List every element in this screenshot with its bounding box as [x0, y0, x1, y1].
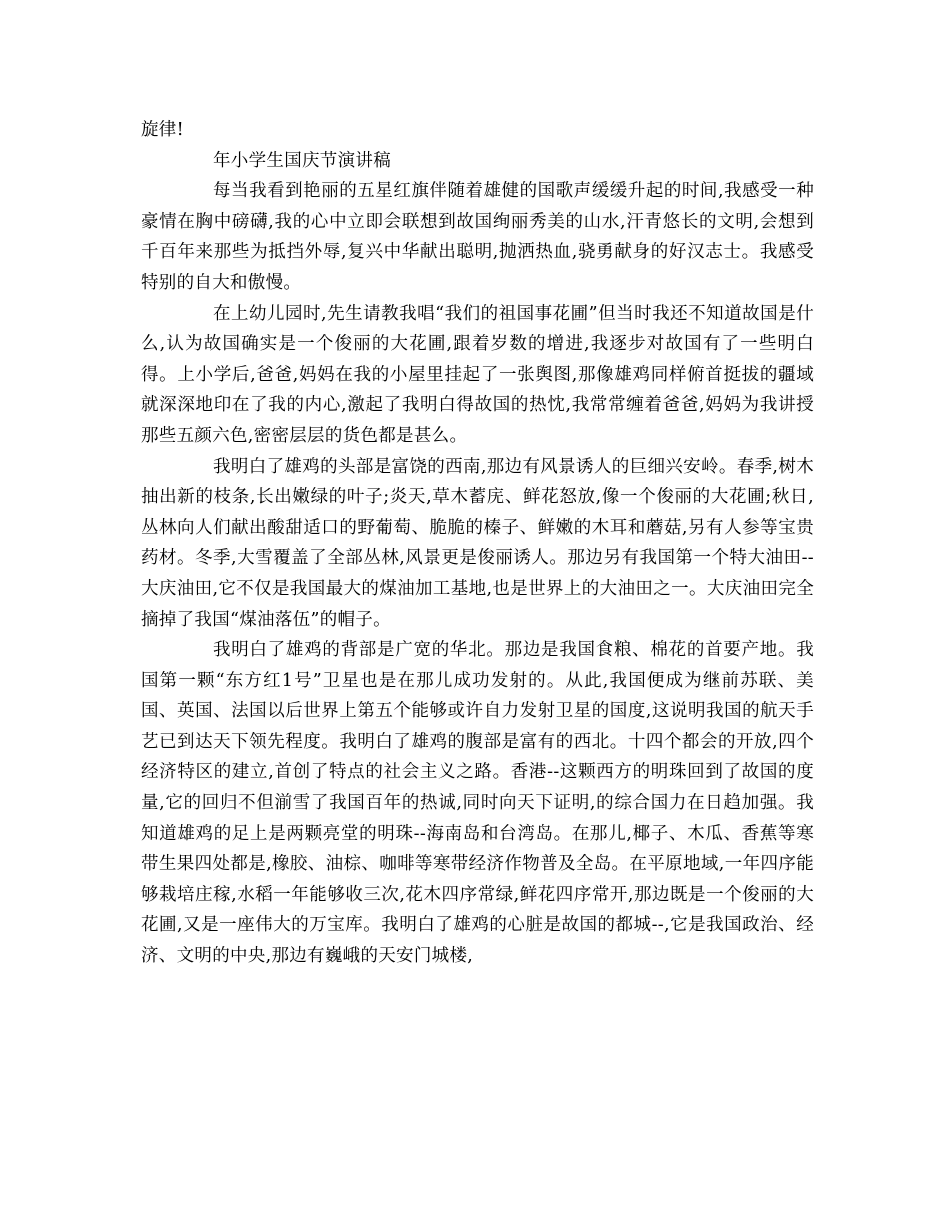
paragraph-2: 在上幼儿园时,先生请教我唱“我们的祖国事花圃”但当时我还不知道故国是什么,认为故国确实是一个俊丽的大花圃,跟着岁数的增进,我逐步对故国有了一些明白得。上小学后,爸爸,妈妈在我的小屋里挂起了一张舆图,那像雄鸡同样俯首挺拔的疆域就深深地印在了我的内心,激起了我明白得故国的热忱,我常常缠着爸爸,妈妈为我讲授那些五颜六色,密密层层的货色都是甚么。 — [141, 303, 814, 446]
document-body — [141, 115, 814, 972]
paragraph-4: 我明白了雄鸡的背部是广宽的华北。那边是我国食粮、棉花的首要产地。我国第一颗“东方红1号”卫星也是在那儿成功发射的。从此,我国便成为继前苏联、美国、英国、法国以后世界上第五个能够或许自力发射卫星的国度,这说明我国的航天手艺已到达天下领先程度。我明白了雄鸡的腹部是富有的西北。十四个都会的开放,四个经济特区的建立,首创了特点的社会主义之路。香港--这颗西方的明珠回到了故国的度量,它的回归不但湔雪了我国百年的热诚,同时向天下证明,的综合国力在日趋加强。我知道雄鸡的足上是两颗亮堂的明珠--海南岛和台湾岛。在那儿,椰子、木瓜、香蕉等寒带生果四处都是,橡胶、油棕、咖啡等寒带经济作物普及全岛。在平原地域,一年四序能够栽培庄稼,水稻一年能够收三次,花木四序常绿,鲜花四序常开,那边既是一个俊丽的大花圃,又是一座伟大的万宝库。我明白了雄鸡的心脏是故国的都城--,它是我国政治、经济、文明的中央,那边有巍峨的天安门城楼, — [141, 640, 814, 967]
continuation-text: 旋律! — [141, 120, 184, 140]
paragraph-1: 每当我看到艳丽的五星红旗伴随着雄健的国歌声缓缓升起的时间,我感受一种豪情在胸中磅礴,我的心中立即会联想到故国绚丽秀美的山水,汗青悠长的文明,会想到千百年来那些为抵挡外辱,复兴中华献出聪明,抛洒热血,骁勇献身的好汉志士。我感受特别的自大和傲慢。 — [141, 181, 814, 293]
speech-title: 年小学生国庆节演讲稿 — [213, 150, 391, 171]
paragraph-3: 我明白了雄鸡的头部是富饶的西南,那边有风景诱人的巨细兴安岭。春季,树木抽出新的枝条,长出嫩绿的叶子;炎天,草木蓄庑、鲜花怒放,像一个俊丽的大花圃;秋日,丛林向人们献出酸甜适口的野葡萄、脆脆的榛子、鲜嫩的木耳和蘑菇,另有人参等宝贵药材。冬季,大雪覆盖了全部丛林,风景更是俊丽诱人。那边另有我国第一个特大油田--大庆油田,它不仅是我国最大的煤油加工基地,也是世界上的大油田之一。大庆油田完全摘掉了我国“煤油落伍”的帽子。 — [141, 456, 814, 630]
